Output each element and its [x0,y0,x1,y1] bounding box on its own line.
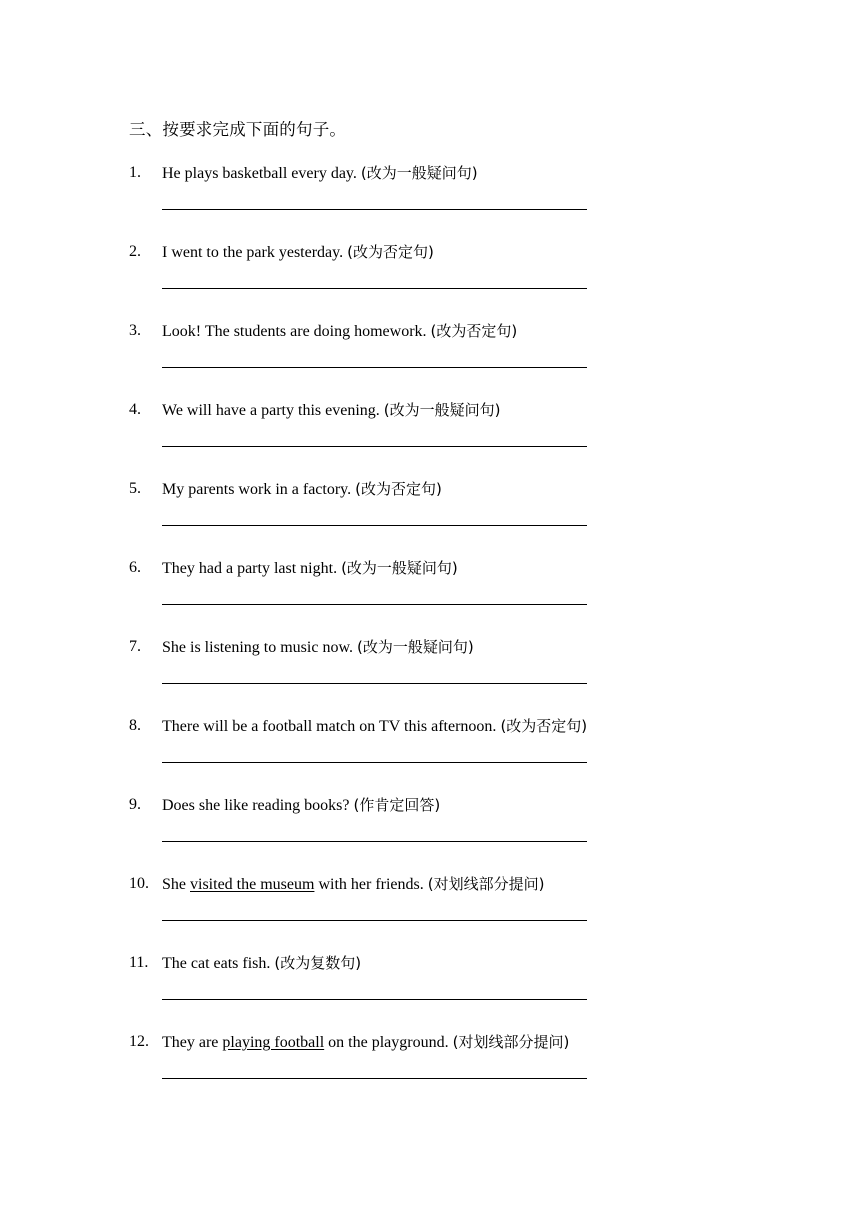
question-text [162,400,500,421]
answer-line[interactable] [162,683,587,684]
answer-line[interactable] [162,446,587,447]
instruction: (改为一般疑问句) [341,559,458,577]
question-number: 9. [129,796,141,813]
answer-line[interactable] [162,525,587,526]
question-number: 12. [129,1033,149,1050]
sentence-part: My parents work in a factory. [162,481,356,498]
sentence-part: We will have a party this evening. [162,402,384,419]
question-text [162,321,517,342]
question-number: 8. [129,717,141,734]
question-number: 7. [129,638,141,655]
answer-line[interactable] [162,604,587,605]
question-number: 6. [129,559,141,576]
answer-line[interactable] [162,841,587,842]
answer-line[interactable] [162,762,587,763]
underlined-phrase: visited the museum [190,876,315,893]
question-text [162,716,587,737]
question-text [162,163,478,184]
sentence-part: Does she like reading books? [162,797,354,814]
question-text [162,874,544,895]
instruction: (改为一般疑问句) [360,164,478,182]
question-number: 10. [129,875,149,892]
question-item-6 [129,558,769,628]
answer-line[interactable] [162,1078,587,1079]
question-item-11 [129,953,769,1023]
sentence-part: He plays basketball every day. [162,165,361,182]
underlined-phrase: playing football [222,1034,325,1051]
question-number: 5. [129,480,141,497]
instruction: (对划线部分提问) [452,1033,570,1051]
question-item-1 [129,163,769,233]
instruction: (对划线部分提问) [427,875,545,893]
question-item-7 [129,637,769,707]
question-item-12 [129,1032,769,1102]
question-item-9 [129,795,769,865]
question-text [162,479,442,500]
question-number: 1. [129,164,141,181]
sentence-part: She [162,876,190,893]
instruction: (作肯定回答) [353,796,441,814]
question-text [162,795,440,816]
answer-line[interactable] [162,367,587,368]
sentence-part: on the playground. [324,1034,453,1051]
section-title: 三、按要求完成下面的句子。 [129,120,347,139]
answer-line[interactable] [162,999,587,1000]
question-number: 2. [129,243,141,260]
sentence-part: The cat eats fish. [162,955,275,972]
answer-line[interactable] [162,920,587,921]
question-item-10 [129,874,769,944]
sentence-part: They had a party last night. [162,560,342,577]
instruction: (改为一般疑问句) [356,638,474,656]
question-text [162,1032,569,1053]
sentence-part: with her friends. [314,876,428,893]
instruction: (改为一般疑问句) [383,401,501,419]
sentence-part: They are [162,1034,223,1051]
answer-line[interactable] [162,209,587,210]
instruction: (改为否定句) [430,322,518,340]
question-text [162,637,474,658]
question-item-2 [129,242,769,312]
sentence-part: Look! The students are doing homework. [162,323,431,340]
question-item-5 [129,479,769,549]
question-item-4 [129,400,769,470]
instruction: (改为否定句) [355,480,442,498]
question-number: 4. [129,401,141,418]
question-text [162,953,361,974]
sentence-part: I went to the park yesterday. [162,244,348,261]
question-text [162,558,458,579]
instruction: (改为复数句) [274,954,362,972]
instruction: (改为否定句) [347,243,434,261]
sentence-part: She is listening to music now. [162,639,357,656]
question-text [162,242,434,263]
question-item-8 [129,716,769,786]
question-number: 3. [129,322,141,339]
sentence-part: There will be a football match on TV this afternoon. [162,718,501,735]
question-number: 11. [129,954,149,971]
answer-line[interactable] [162,288,587,289]
question-item-3 [129,321,769,391]
instruction: (改为否定句) [500,717,588,735]
